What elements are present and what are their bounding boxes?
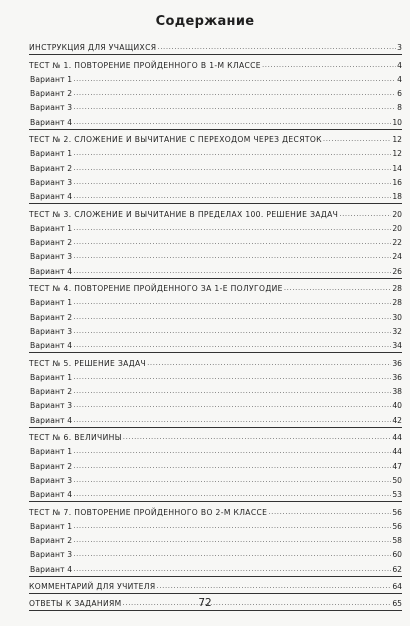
toc-subentry-label: Вариант 3 — [30, 401, 73, 411]
toc-subentry-page: 14 — [392, 163, 402, 173]
toc-subentry-page: 53 — [392, 490, 402, 500]
toc-subentry — [29, 233, 402, 247]
toc-section-test-4 — [29, 279, 402, 353]
toc-subentry-page: 24 — [392, 252, 402, 262]
page-number: 72 — [198, 597, 212, 609]
toc-entry-page: 64 — [392, 581, 402, 591]
toc-subentry-label: Вариант 4 — [30, 564, 73, 574]
toc-subentry-page: 44 — [392, 447, 402, 457]
toc-subentry-page: 40 — [392, 401, 402, 411]
toc-subentry-page: 16 — [392, 177, 402, 187]
dot-leader — [73, 192, 391, 201]
toc-subentry-label: Вариант 4 — [30, 490, 73, 500]
toc-subentry-label: Вариант 2 — [30, 536, 73, 546]
dot-leader — [157, 43, 396, 52]
toc-section-test-6 — [29, 428, 402, 502]
toc-subentry-page: 42 — [392, 415, 402, 425]
toc-entry-title: ТЕСТ № 2. СЛОЖЕНИЕ И ВЫЧИТАНИЕ С ПЕРЕХОДОМ ЧЕРЕЗ ДЕСЯТОК — [29, 135, 322, 145]
dot-leader — [147, 359, 391, 368]
toc-subentry-label: Вариант 3 — [30, 252, 73, 262]
toc-subentry — [29, 368, 402, 382]
toc-subentry — [29, 471, 402, 485]
toc-subentry — [29, 322, 402, 336]
dot-leader — [73, 224, 391, 233]
toc-subentry — [29, 84, 402, 98]
toc-subentry — [29, 247, 402, 261]
toc-subentry — [29, 173, 402, 187]
toc-subentry — [29, 442, 402, 456]
toc-entry-title: ОТВЕТЫ К ЗАДАНИЯМ — [29, 599, 122, 609]
toc-entry-page: 28 — [392, 284, 402, 294]
toc-section-teacher-comment — [29, 577, 402, 594]
dot-leader — [262, 61, 396, 70]
toc-subentry-page: 18 — [392, 192, 402, 202]
toc-subentry-label: Вариант 2 — [30, 461, 73, 471]
toc-subentry-page: 32 — [392, 326, 402, 336]
toc-entry-title: ТЕСТ № 5. РЕШЕНИЕ ЗАДАЧ — [29, 358, 147, 368]
toc-subentry-label: Вариант 4 — [30, 117, 73, 127]
toc-subentry-label: Вариант 1 — [30, 447, 73, 457]
toc-entry-title: ТЕСТ № 3. СЛОЖЕНИЕ И ВЫЧИТАНИЕ В ПРЕДЕЛАХ 100. РЕШЕНИЕ ЗАДАЧ — [29, 209, 339, 219]
toc-subentry — [29, 545, 402, 559]
toc-entry-page: 44 — [392, 433, 402, 443]
dot-leader — [73, 373, 391, 382]
dot-leader — [73, 536, 391, 545]
dot-leader — [73, 476, 391, 485]
dot-leader — [284, 284, 392, 293]
toc-subentry-page: 8 — [397, 103, 402, 113]
toc-subentry-page: 62 — [392, 564, 402, 574]
toc-subentry-page: 20 — [392, 223, 402, 233]
toc-entry-title: ИНСТРУКЦИЯ ДЛЯ УЧАЩИХСЯ — [29, 43, 157, 53]
dot-leader — [268, 508, 391, 517]
toc-subentry — [29, 517, 402, 531]
toc-entry-title: ТЕСТ № 7. ПОВТОРЕНИЕ ПРОЙДЕННОГО ВО 2-М КЛАССЕ — [29, 507, 268, 517]
toc-subentry-page: 30 — [392, 312, 402, 322]
toc-entry — [29, 55, 402, 69]
toc-subentry — [29, 531, 402, 545]
dot-leader — [157, 582, 392, 591]
toc-entry — [29, 577, 402, 591]
toc-subentry-label: Вариант 2 — [30, 163, 73, 173]
toc-subentry — [29, 485, 402, 499]
toc-entry — [29, 428, 402, 442]
toc-section-test-7 — [29, 502, 402, 576]
toc-subentry — [29, 187, 402, 201]
toc-section-instructions — [29, 38, 402, 55]
toc-subentry-label: Вариант 3 — [30, 103, 73, 113]
toc-entry — [29, 502, 402, 516]
toc-subentry — [29, 98, 402, 112]
dot-leader — [73, 565, 391, 574]
dot-leader — [123, 433, 392, 442]
toc-entry-page: 3 — [397, 43, 402, 53]
toc-section-test-5 — [29, 353, 402, 427]
toc-subentry-page: 60 — [392, 550, 402, 560]
toc-entry — [29, 130, 402, 144]
toc-subentry-label: Вариант 3 — [30, 550, 73, 560]
dot-leader — [73, 522, 391, 531]
dot-leader — [73, 462, 391, 471]
toc-subentry — [29, 382, 402, 396]
dot-leader — [73, 416, 391, 425]
toc-subentry-page: 4 — [397, 74, 402, 84]
toc-entry-title: ТЕСТ № 6. ВЕЛИЧИНЫ — [29, 433, 122, 443]
toc-subentry-label: Вариант 1 — [30, 298, 73, 308]
toc-subentry-label: Вариант 3 — [30, 177, 73, 187]
dot-leader — [73, 252, 391, 261]
dot-leader — [73, 490, 391, 499]
toc-subentry-page: 38 — [392, 387, 402, 397]
toc-subentry — [29, 261, 402, 275]
dot-leader — [73, 103, 396, 112]
dot-leader — [73, 447, 391, 456]
dot-leader — [73, 387, 391, 396]
dot-leader — [73, 149, 391, 158]
toc-subentry-label: Вариант 3 — [30, 475, 73, 485]
toc-subentry-label: Вариант 4 — [30, 192, 73, 202]
toc-entry-title: ТЕСТ № 4. ПОВТОРЕНИЕ ПРОЙДЕННОГО ЗА 1-Е ПОЛУГОДИЕ — [29, 284, 283, 294]
toc-entry — [29, 38, 402, 52]
toc-entry-title: КОММЕНТАРИЙ ДЛЯ УЧИТЕЛЯ — [29, 581, 156, 591]
dot-leader — [73, 298, 391, 307]
toc-subentry-label: Вариант 1 — [30, 74, 73, 84]
toc-subentry-label: Вариант 4 — [30, 341, 73, 351]
toc-entry-title: ТЕСТ № 1. ПОВТОРЕНИЕ ПРОЙДЕННОГО В 1-М КЛАССЕ — [29, 60, 261, 70]
dot-leader — [339, 210, 391, 219]
page-title: Содержание — [155, 14, 255, 29]
toc-subentry — [29, 158, 402, 172]
toc-entry-page: 12 — [392, 135, 402, 145]
dot-leader — [73, 341, 391, 350]
dot-leader — [73, 118, 391, 127]
toc-entry-page: 65 — [392, 599, 402, 609]
toc-subentry — [29, 410, 402, 424]
toc-subentry-label: Вариант 2 — [30, 238, 73, 248]
toc-entry — [29, 353, 402, 367]
toc-subentry-page: 36 — [392, 372, 402, 382]
toc-subentry — [29, 144, 402, 158]
toc-subentry-page: 58 — [392, 536, 402, 546]
toc-subentry — [29, 293, 402, 307]
toc-subentry-page: 10 — [392, 117, 402, 127]
toc-subentry-label: Вариант 4 — [30, 266, 73, 276]
toc-subentry-label: Вариант 4 — [30, 415, 73, 425]
toc-subentry-page: 56 — [392, 521, 402, 531]
toc-entry-page: 20 — [392, 209, 402, 219]
toc-subentry-page: 26 — [392, 266, 402, 276]
toc-entry — [29, 204, 402, 218]
toc-subentry-page: 22 — [392, 238, 402, 248]
toc-section-test-3 — [29, 204, 402, 278]
toc-subentry — [29, 307, 402, 321]
toc-subentry-page: 12 — [392, 149, 402, 159]
toc-subentry-page: 47 — [392, 461, 402, 471]
toc-subentry — [29, 456, 402, 470]
table-of-contents — [29, 38, 402, 611]
toc-entry-page: 36 — [392, 358, 402, 368]
toc-subentry-label: Вариант 1 — [30, 372, 73, 382]
dot-leader — [73, 164, 391, 173]
dot-leader — [73, 550, 391, 559]
dot-leader — [73, 267, 391, 276]
toc-subentry-label: Вариант 1 — [30, 149, 73, 159]
toc-subentry-label: Вариант 2 — [30, 89, 73, 99]
toc-subentry-label: Вариант 3 — [30, 326, 73, 336]
dot-leader — [323, 135, 391, 144]
toc-subentry — [29, 336, 402, 350]
dot-leader — [73, 313, 391, 322]
toc-subentry-label: Вариант 2 — [30, 312, 73, 322]
dot-leader — [73, 89, 396, 98]
toc-subentry — [29, 70, 402, 84]
toc-subentry-page: 6 — [397, 89, 402, 99]
toc-subentry-page: 28 — [392, 298, 402, 308]
toc-entry — [29, 279, 402, 293]
dot-leader — [73, 238, 391, 247]
toc-subentry — [29, 396, 402, 410]
dot-leader — [73, 401, 391, 410]
toc-subentry-label: Вариант 2 — [30, 387, 73, 397]
toc-section-test-2 — [29, 130, 402, 204]
toc-subentry — [29, 112, 402, 126]
toc-subentry-label: Вариант 1 — [30, 521, 73, 531]
dot-leader — [73, 327, 391, 336]
toc-subentry — [29, 559, 402, 573]
toc-subentry-page: 34 — [392, 341, 402, 351]
toc-subentry — [29, 219, 402, 233]
toc-section-test-1 — [29, 55, 402, 129]
dot-leader — [73, 75, 396, 84]
toc-entry-page: 4 — [397, 60, 402, 70]
toc-subentry-page: 50 — [392, 475, 402, 485]
dot-leader — [73, 178, 391, 187]
toc-subentry-label: Вариант 1 — [30, 223, 73, 233]
toc-entry-page: 56 — [392, 507, 402, 517]
